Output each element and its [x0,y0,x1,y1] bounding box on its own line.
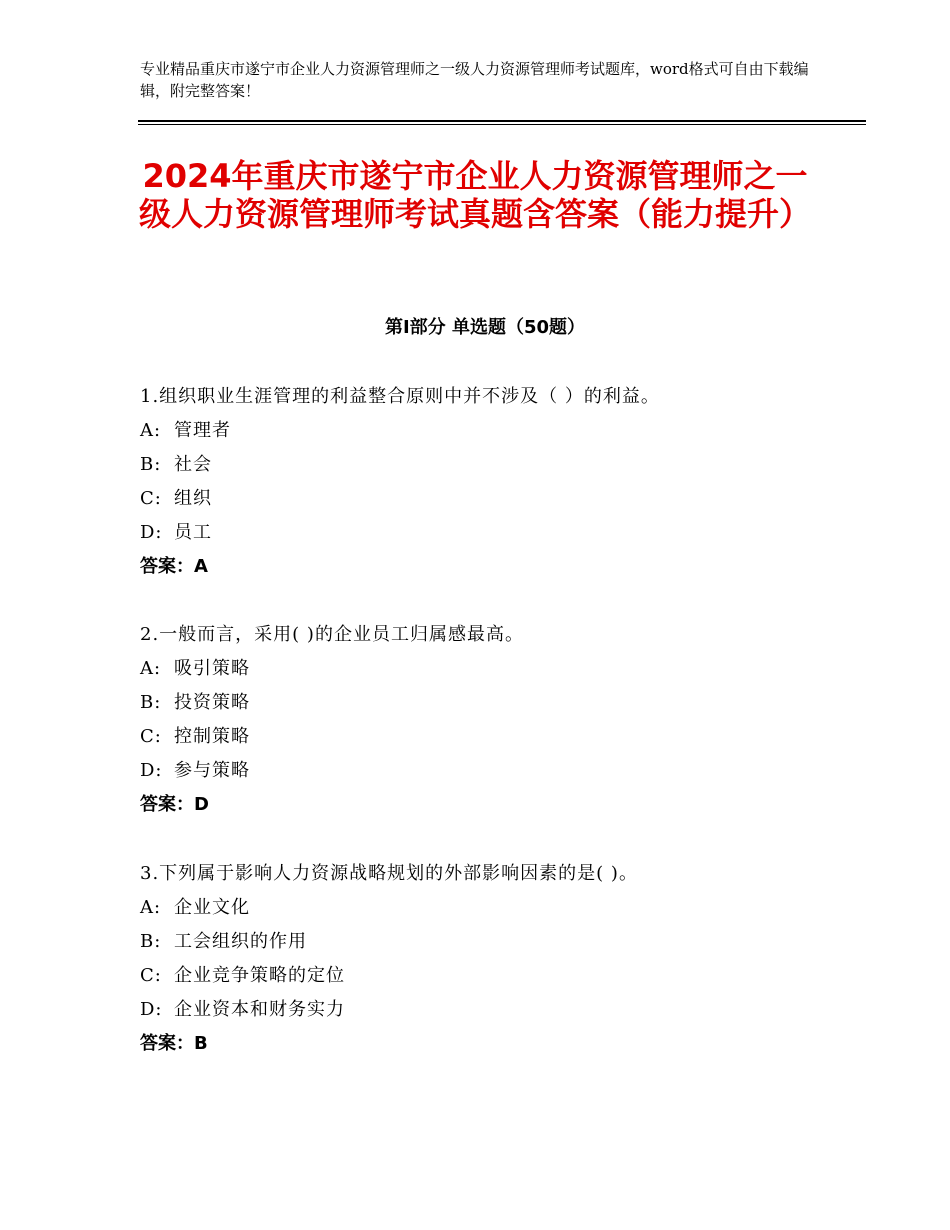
option-text: 社会 [174,454,212,475]
option-c [140,720,840,754]
section-title: 第Ⅰ部分 单选题（50题） [384,317,585,338]
header-note: 专业精品重庆市遂宁市企业人力资源管理师之一级人力资源管理师考试题库，word格式可自由下载编辑，附完整答案！ [140,60,809,100]
option-text: 投资策略 [174,692,250,713]
option-a [140,891,840,925]
option-text: 企业文化 [174,897,250,918]
question-stem: 1.组织职业生涯管理的利益整合原则中并不涉及（ ）的利益。 [140,386,660,407]
option-letter: A: [140,420,162,441]
question-2 [140,618,840,822]
option-letter: C: [140,965,162,986]
option-text: 组织 [174,488,212,509]
option-b [140,925,840,959]
header-rule-thick [138,120,866,122]
option-a [140,414,840,448]
option-text: 控制策略 [174,726,250,747]
option-a [140,652,840,686]
option-d [140,754,840,788]
answer: 答案：A [140,556,208,577]
answer: 答案：B [140,1033,208,1054]
option-d [140,516,840,550]
option-text: 企业竞争策略的定位 [174,965,345,986]
option-letter: D: [140,999,163,1020]
option-letter: B: [140,692,162,713]
option-b [140,448,840,482]
option-letter: C: [140,488,162,509]
option-letter: D: [140,760,163,781]
option-text: 企业资本和财务实力 [174,999,345,1020]
option-letter: A: [140,897,162,918]
question-stem: 2.一般而言，采用( )的企业员工归属感最高。 [140,624,524,645]
option-letter: B: [140,454,162,475]
option-text: 员工 [174,522,212,543]
question-1 [140,380,840,584]
answer: 答案：D [140,794,209,815]
option-letter: A: [140,658,162,679]
document-title: 2024年重庆市遂宁市企业人力资源管理师之一级人力资源管理师考试真题含答案（能力提升） [138,157,811,233]
question-3 [140,857,840,1061]
option-c [140,959,840,993]
option-text: 工会组织的作用 [174,931,307,952]
option-text: 管理者 [174,420,231,441]
option-text: 吸引策略 [174,658,250,679]
option-letter: B: [140,931,162,952]
header-rule-thin [138,124,866,125]
option-c [140,482,840,516]
option-letter: C: [140,726,162,747]
option-b [140,686,840,720]
option-text: 参与策略 [174,760,250,781]
option-letter: D: [140,522,163,543]
option-d [140,993,840,1027]
question-stem: 3.下列属于影响人力资源战略规划的外部影响因素的是( )。 [140,863,638,884]
